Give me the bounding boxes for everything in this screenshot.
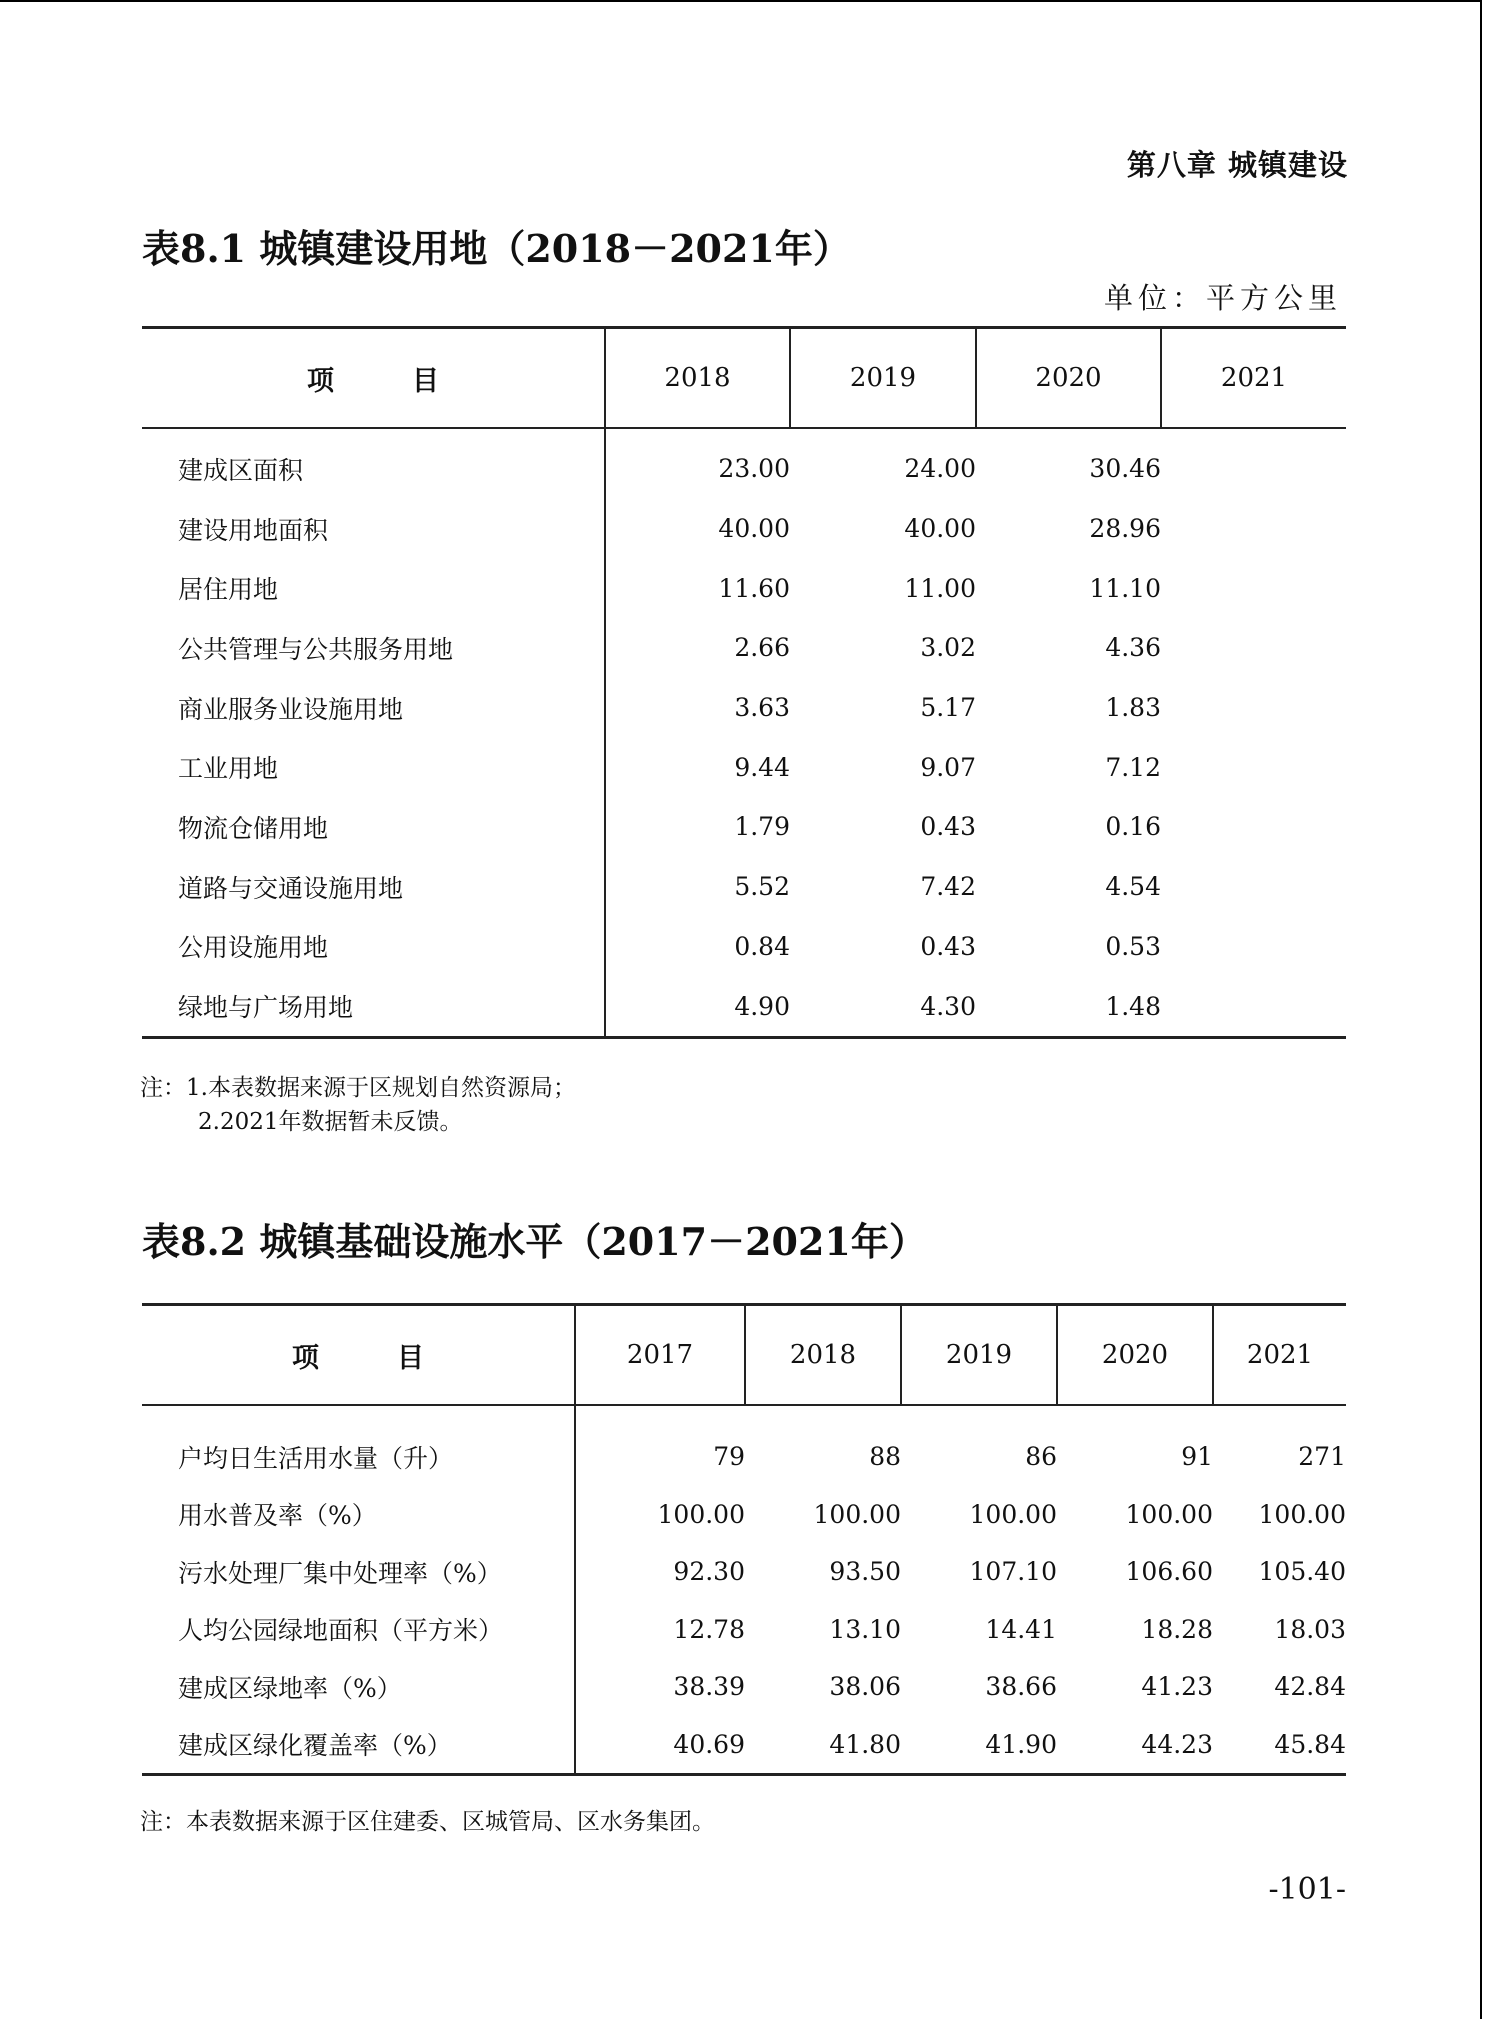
row-label: 公共管理与公共服务用地	[142, 618, 605, 678]
cell-value: 86	[1025, 1442, 1057, 1472]
cell-value: 91	[1181, 1442, 1213, 1472]
table-row	[142, 499, 1346, 559]
cell-value: 9.07	[920, 752, 976, 782]
cell-value: 100.00	[1125, 1499, 1213, 1529]
cell-value: 106.60	[1125, 1557, 1213, 1587]
row-label: 户均日生活用水量（升）	[142, 1405, 575, 1486]
cell-value	[1161, 499, 1346, 559]
cell-value: 23.00	[718, 454, 790, 484]
row-label: 公用设施用地	[142, 917, 605, 977]
cell-value: 28.96	[1089, 514, 1161, 544]
cell-value: 41.80	[745, 1716, 901, 1775]
table2-note: 注：本表数据来源于区住建委、区城管局、区水务集团。	[140, 1809, 715, 1835]
cell-value: 93.50	[829, 1557, 901, 1587]
cell-value: 92.30	[673, 1557, 745, 1587]
row-label: 建成区绿化覆盖率（%）	[142, 1716, 575, 1775]
table-row	[142, 678, 1346, 738]
cell-value: 45.84	[1213, 1716, 1346, 1775]
cell-value: 44.23	[1057, 1716, 1213, 1775]
cell-value: 38.39	[673, 1672, 745, 1702]
cell-value: 13.10	[829, 1614, 901, 1644]
cell-value: 18.28	[1141, 1614, 1213, 1644]
table1	[142, 326, 1346, 1039]
row-label: 污水处理厂集中处理率（%）	[142, 1543, 575, 1601]
row-label: 工业用地	[142, 737, 605, 797]
cell-value: 107.10	[969, 1557, 1057, 1587]
cell-value: 1.79	[734, 812, 790, 842]
cell-value: 38.06	[829, 1672, 901, 1702]
cell-value: 42.84	[1274, 1672, 1346, 1702]
cell-value: 9.44	[734, 752, 790, 782]
table1-title: 表8.1 城镇建设用地（2018－2021年）	[142, 226, 851, 271]
cell-value: 0.84	[734, 931, 790, 961]
row-label: 道路与交通设施用地	[142, 857, 605, 917]
cell-value: 14.41	[985, 1614, 1057, 1644]
table1-item-header: 项 目	[142, 328, 605, 429]
cell-value	[1161, 797, 1346, 857]
table-row	[142, 1716, 1346, 1775]
cell-value: 40.00	[718, 514, 790, 544]
table-row	[142, 797, 1346, 857]
cell-value: 4.54	[1105, 872, 1161, 902]
cell-value: 0.16	[1105, 812, 1161, 842]
cell-value: 88	[869, 1442, 901, 1472]
table-row	[142, 976, 1346, 1037]
row-label: 建成区面积	[142, 428, 605, 499]
row-label: 物流仓储用地	[142, 797, 605, 857]
cell-value: 24.00	[904, 454, 976, 484]
page-number: -101-	[1268, 1872, 1346, 1907]
table2-item-header: 项 目	[142, 1305, 575, 1406]
table1-year-header: 2018	[605, 328, 790, 429]
row-label: 居住用地	[142, 558, 605, 618]
cell-value: 4.36	[1105, 633, 1161, 663]
table-row	[142, 857, 1346, 917]
table1-note-line2: 2.2021年数据暂未反馈。	[198, 1109, 463, 1135]
cell-value	[1161, 917, 1346, 977]
cell-value	[1161, 857, 1346, 917]
cell-value: 79	[713, 1442, 745, 1472]
cell-value: 3.02	[920, 633, 976, 663]
table-row	[142, 917, 1346, 977]
cell-value: 3.63	[734, 693, 790, 723]
cell-value: 11.60	[718, 573, 790, 603]
cell-value: 5.52	[734, 872, 790, 902]
row-label: 建设用地面积	[142, 499, 605, 559]
cell-value	[1161, 558, 1346, 618]
table2-year-header: 2019	[901, 1305, 1057, 1406]
cell-value: 105.40	[1258, 1557, 1346, 1587]
table-row	[142, 618, 1346, 678]
table2-year-header: 2018	[745, 1305, 901, 1406]
table-row	[142, 1658, 1346, 1716]
row-label: 人均公园绿地面积（平方米）	[142, 1601, 575, 1659]
cell-value: 18.03	[1274, 1614, 1346, 1644]
row-label: 商业服务业设施用地	[142, 678, 605, 738]
cell-value: 4.90	[605, 976, 790, 1037]
cell-value: 100.00	[969, 1499, 1057, 1529]
cell-value: 40.00	[904, 514, 976, 544]
row-label: 用水普及率（%）	[142, 1486, 575, 1544]
row-label: 绿地与广场用地	[142, 976, 605, 1037]
cell-value: 100.00	[1258, 1499, 1346, 1529]
table2-header-row	[142, 1305, 1346, 1406]
cell-value: 7.42	[920, 872, 976, 902]
cell-value: 100.00	[813, 1499, 901, 1529]
cell-value: 11.10	[1089, 573, 1161, 603]
table1-header-row	[142, 328, 1346, 429]
row-label: 建成区绿地率（%）	[142, 1658, 575, 1716]
table1-year-header: 2020	[976, 328, 1161, 429]
table2-year-header: 2017	[575, 1305, 745, 1406]
cell-value: 5.17	[920, 693, 976, 723]
cell-value: 40.69	[575, 1716, 745, 1775]
cell-value: 100.00	[657, 1499, 745, 1529]
cell-value: 1.48	[976, 976, 1161, 1037]
table1-year-header: 2019	[790, 328, 976, 429]
cell-value: 11.00	[904, 573, 976, 603]
cell-value: 0.43	[920, 812, 976, 842]
cell-value: 41.23	[1141, 1672, 1213, 1702]
cell-value: 0.43	[920, 931, 976, 961]
table-row	[142, 1405, 1346, 1486]
table-row	[142, 737, 1346, 797]
cell-value: 2.66	[734, 633, 790, 663]
cell-value: 1.83	[1105, 693, 1161, 723]
table2-title: 表8.2 城镇基础设施水平（2017－2021年）	[142, 1219, 927, 1264]
table2-year-header: 2020	[1057, 1305, 1213, 1406]
table-row	[142, 558, 1346, 618]
table-row	[142, 1486, 1346, 1544]
table1-note-line1: 注：1.本表数据来源于区规划自然资源局；	[140, 1075, 576, 1101]
table1-unit: 单位：平方公里	[1103, 281, 1342, 315]
table2-year-header: 2021	[1213, 1305, 1346, 1406]
chapter-heading: 第八章 城镇建设	[1126, 148, 1348, 182]
cell-value: 30.46	[1089, 454, 1161, 484]
cell-value	[1161, 678, 1346, 738]
cell-value	[1161, 428, 1346, 499]
cell-value: 7.12	[1105, 752, 1161, 782]
cell-value: 4.30	[790, 976, 976, 1037]
cell-value	[1161, 618, 1346, 678]
cell-value: 0.53	[1105, 931, 1161, 961]
cell-value: 41.90	[901, 1716, 1057, 1775]
table2	[142, 1303, 1346, 1776]
table1-year-header: 2021	[1161, 328, 1346, 429]
cell-value	[1161, 737, 1346, 797]
cell-value: 12.78	[673, 1614, 745, 1644]
table-row	[142, 428, 1346, 499]
table-row	[142, 1601, 1346, 1659]
cell-value: 271	[1298, 1442, 1346, 1472]
cell-value: 38.66	[985, 1672, 1057, 1702]
cell-value	[1161, 976, 1346, 1037]
table1-note	[140, 1071, 576, 1139]
table-row	[142, 1543, 1346, 1601]
